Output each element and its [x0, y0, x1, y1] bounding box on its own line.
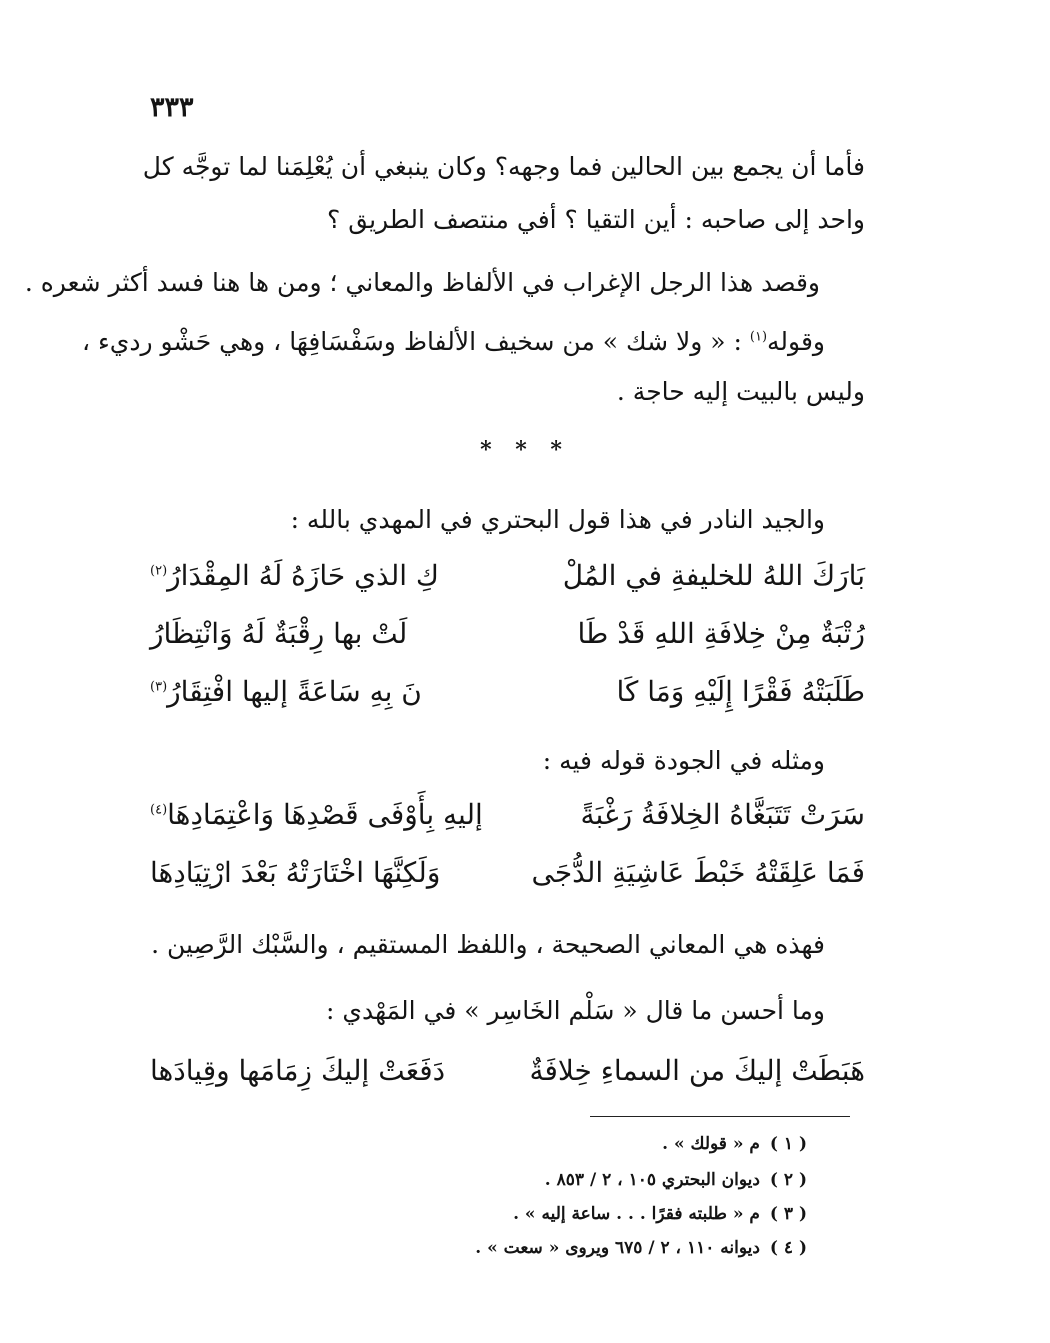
- verse-second-text: كِ الذي حَازَهُ لَهُ المِقْدَارُ: [167, 559, 439, 592]
- verse-first-hemistich: سَرَتْ تَتَبَغَّاهُ الخِلافَةُ رَغْبَةً: [580, 798, 865, 831]
- paragraph-1-line-1: فأما أن يجمع بين الحالين فما وجهه؟ وكان ينبغي أن يُعْلِمَنا لما توجَّه كل: [142, 152, 865, 181]
- footnote-number: ( ١ ): [769, 1134, 807, 1154]
- poem-3-verse-1: [150, 1053, 865, 1089]
- verse-second-hemistich: وَلَكِنَّهَا اخْتَارَتْهُ بَعْدَ ارْتِيَادِهَا: [150, 856, 441, 889]
- paragraph-3-rest: : « ولا شك » من سخيف الألفاظ وسَفْسَافِهَا ، وهي حَشْو رديء ،: [82, 327, 750, 356]
- footnote-text: ديوان البحتري ١٠٥ ، ٢ / ٨٥٣ .: [544, 1170, 760, 1190]
- paragraph-2-line-1: وقصد هذا الرجل الإغراب في الألفاظ والمعاني ؛ ومن ها هنا فسد أكثر شعره .: [24, 268, 820, 297]
- section-separator: * * *: [480, 437, 570, 463]
- verse-first-hemistich: طَلَبَتْهُ فَقْرًا إِلَيْهِ وَمَا كَا: [616, 675, 865, 708]
- paragraph-6-line-1: فهذه هي المعاني الصحيحة ، واللفظ المستقيم ، والسَّبْك الرَّصِين .: [151, 930, 825, 959]
- verse-second-hemistich: [150, 797, 483, 833]
- footnote-ref-1: (١): [749, 329, 768, 345]
- paragraph-3-start: وقوله: [767, 327, 825, 356]
- poem-1-verse-3: [150, 674, 865, 710]
- footnote-4: [475, 1238, 807, 1258]
- verse-first-hemistich: فَمَا عَلِقَتْهُ خَبْطَ عَاشِيَةِ الدُّجَى: [531, 856, 865, 889]
- poem-1-verse-1: [150, 558, 865, 594]
- page-number: ٣٣٣: [150, 92, 194, 123]
- paragraph-1-line-2: واحد إلى صاحبه : أين التقيا ؟ أفي منتصف الطريق ؟: [327, 205, 865, 234]
- footnote-divider: [590, 1116, 850, 1117]
- footnote-text: ديوانه ١١٠ ، ٢ / ٦٧٥ ويروى « سعت » .: [475, 1238, 760, 1258]
- poem-2-verse-1: [150, 797, 865, 833]
- footnote-ref-3: (٣): [150, 679, 168, 695]
- poem-2-verse-2: [150, 855, 865, 891]
- verse-second-hemistich: دَفَعَتْ إليكَ زِمَامَها وقِيادَها: [150, 1054, 446, 1087]
- paragraph-5-line-1: ومثله في الجودة قوله فيه :: [542, 746, 825, 775]
- verse-first-hemistich: هَبَطَتْ إليكَ من السماءِ خِلافَةٌ: [529, 1054, 865, 1087]
- paragraph-3-line-1: [82, 325, 825, 359]
- paragraph-3-line-2: وليس بالبيت إليه حاجة .: [616, 377, 865, 406]
- poem-1-verse-2: [150, 616, 865, 652]
- footnote-3: [513, 1204, 807, 1224]
- verse-second-hemistich: [150, 674, 422, 710]
- footnote-1: [662, 1134, 807, 1154]
- footnote-number: ( ٣ ): [769, 1204, 807, 1224]
- footnote-ref-4: (٤): [150, 802, 168, 818]
- paragraph-4-line-1: والجيد النادر في هذا قول البحتري في المهدي بالله :: [290, 505, 825, 534]
- verse-first-hemistich: رُتْبَةٌ مِنْ خِلافَةِ اللهِ قَدْ طَا: [577, 617, 865, 650]
- verse-second-text: نَ بِهِ سَاعَةً إليها افْتِقَارُ: [167, 675, 422, 708]
- footnote-text: م « قولك » .: [662, 1134, 760, 1154]
- footnote-ref-2: (٢): [150, 563, 168, 579]
- verse-second-hemistich: لَتْ بها رِقْبَةٌ لَهُ وَانْتِظَارُ: [150, 617, 408, 650]
- footnote-2: [545, 1170, 807, 1190]
- verse-second-text: إليهِ بِأَوْفَى قَصْدِهَا وَاعْتِمَادِهَا: [167, 798, 483, 831]
- footnote-number: ( ٤ ): [769, 1238, 807, 1258]
- paragraph-7-line-1: وما أحسن ما قال « سَلْم الخَاسِر » في المَهْدي :: [326, 996, 825, 1025]
- verse-first-hemistich: بَارَكَ اللهُ للخليفةِ في المُلْ: [562, 559, 865, 592]
- footnote-number: ( ٢ ): [769, 1170, 807, 1190]
- footnote-text: م « طلبته فقرًا . . . ساعة إليه » .: [513, 1204, 760, 1224]
- verse-second-hemistich: [150, 558, 439, 594]
